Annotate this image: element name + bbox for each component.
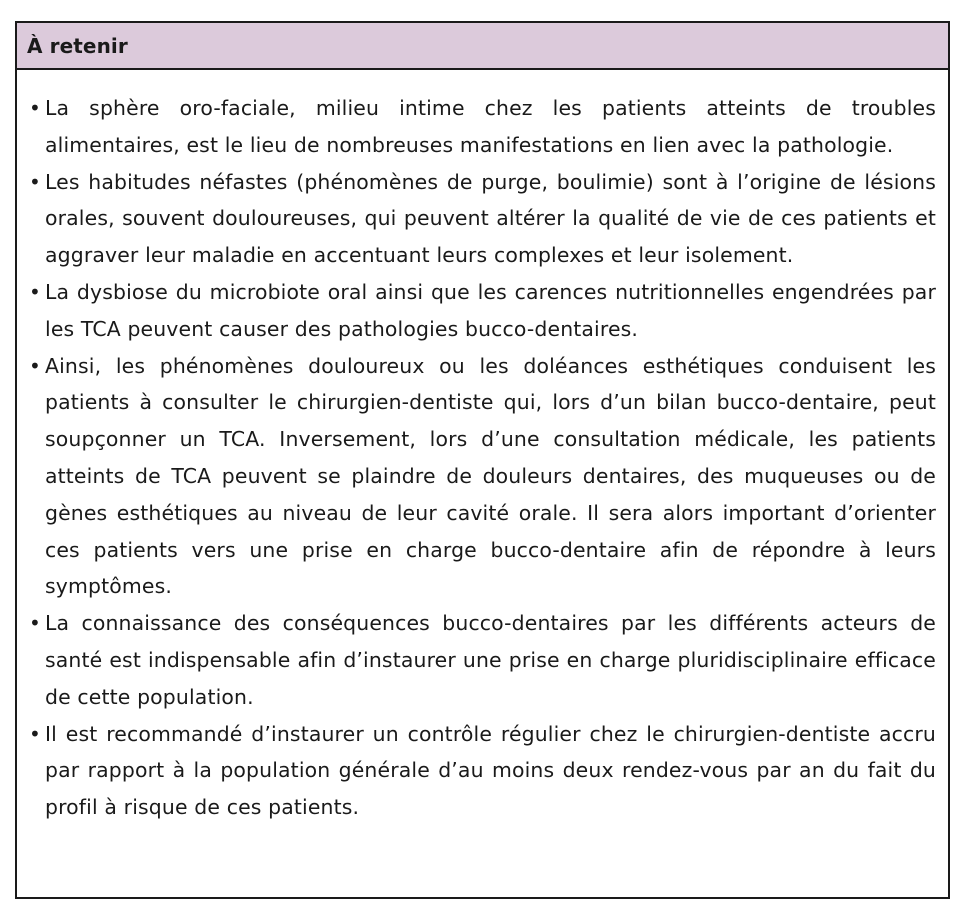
list-item — [27, 605, 936, 715]
list-item-text: La dysbiose du microbiote oral ainsi que les carences nutritionnelles engendrées par les TCA peuvent causer des pathologies bucco-dentaires. — [45, 279, 936, 341]
list-item — [27, 348, 936, 606]
bullet-icon: • — [29, 611, 41, 636]
list-item — [27, 716, 936, 826]
box-title: À retenir — [27, 33, 128, 58]
list-item — [27, 164, 936, 274]
box-body — [17, 70, 948, 826]
box-header — [17, 23, 948, 70]
list-item — [27, 90, 936, 164]
key-points-list — [27, 90, 936, 826]
list-item-text: La sphère oro-faciale, milieu intime chez les patients atteints de troubles alimentaires, est le lieu de nombreuses manifestations en lien avec la pathologie. — [45, 96, 936, 157]
list-item-text: Les habitudes néfastes (phénomènes de purge, boulimie) sont à l’origine de lésions orales, souvent douloureuses, qui peuvent altérer la qualité de vie de ces patients et aggraver leur maladie en accentuant leurs complexes et leur isolement. — [45, 169, 936, 268]
bullet-icon: • — [29, 96, 41, 120]
list-item-text: Ainsi, les phénomènes douloureux ou les doléances esthétiques conduisent les patients à consulter le chirurgien-dentiste qui, lors d’un bilan bucco-dentaire, peut soupçonner un TCA. Inversement, lors d’une consultation médicale, les patients atteints de TCA peuvent se plaindre de douleurs dentaires, des muqueuses ou de gènes esthétiques au niveau de leur cavité orale. Il sera alors important d’orienter ces patients vers une prise en charge bucco-dentaire afin de répondre à leurs symptômes. — [45, 353, 936, 599]
bullet-icon: • — [29, 721, 41, 746]
bullet-icon: • — [29, 169, 41, 194]
list-item-text: La connaissance des conséquences bucco-dentaires par les différents acteurs de santé est indispensable afin d’instaurer une prise en charge pluridisciplinaire efficace de cette population. — [45, 611, 936, 709]
list-item — [27, 274, 936, 348]
bullet-icon: • — [29, 279, 41, 304]
list-item-text: Il est recommandé d’instaurer un contrôle régulier chez le chirurgien-dentiste accru par rapport à la population générale d’au moins deux rendez-vous par an du fait du profil à risque de ces patients. — [45, 721, 936, 820]
bullet-icon: • — [29, 353, 41, 378]
key-points-box — [15, 21, 950, 899]
